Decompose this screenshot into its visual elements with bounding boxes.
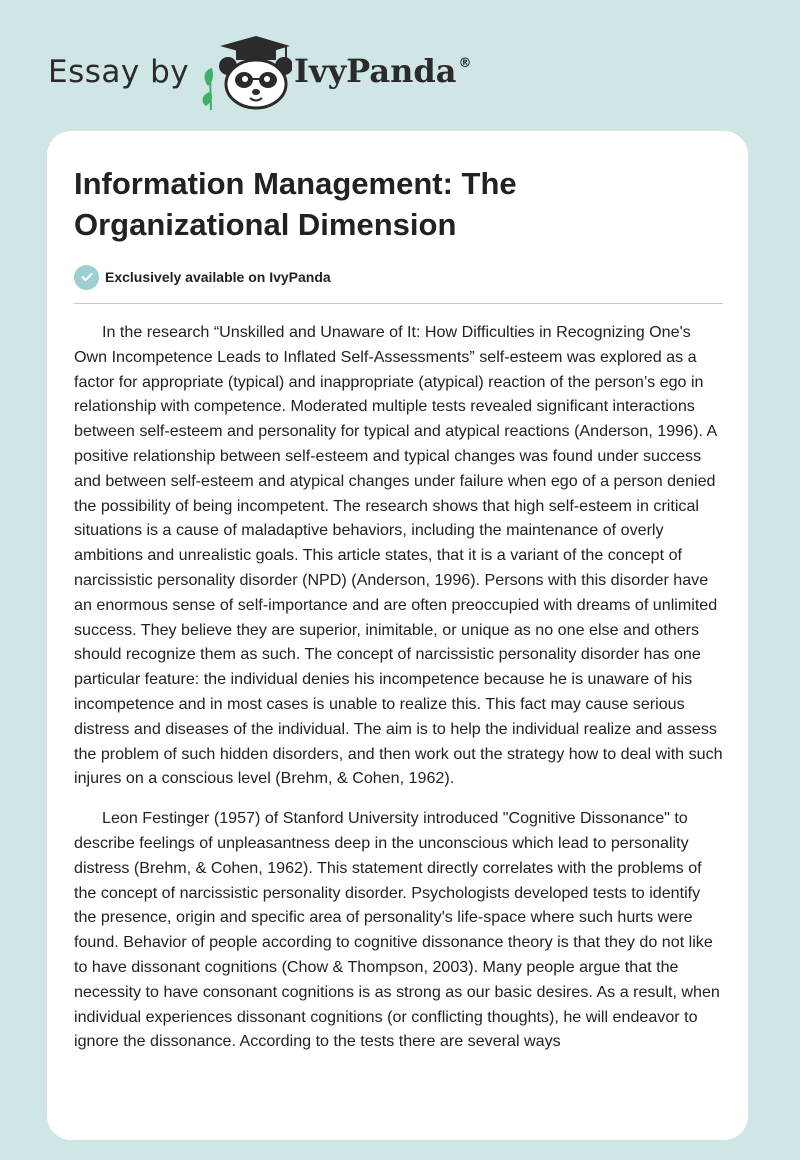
site-header <box>48 34 548 114</box>
registered-mark: ® <box>458 56 472 71</box>
check-circle-icon <box>74 265 99 290</box>
divider <box>74 303 723 304</box>
brand-name[interactable] <box>294 52 471 90</box>
paragraph: Leon Festinger (1957) of Stanford University introduced "Cognitive Dissonance" to describe feelings of unpleasantness deep in the unconscious which lead to personality distress (Brehm, & Cohen, 1962). This statement directly correlates with the problems of the concept of narcissistic personality disorder. Psychologists developed tests to identify the presence, origin and specific area of personality's life-space where such hurts were found. Behavior of people according to cognitive dissonance theory is that they do not like to have dissonant cognitions (Chow & Thompson, 2003). Many people argue that the necessity to have consonant cognitions is as strong as our basic desires. As a result, when individual experiences dissonant cognitions (or conflicting thoughts), he will endeavor to ignore the dissonance. According to the tests there are several ways <box>74 809 720 1051</box>
essay-card <box>47 131 748 1140</box>
brand-text: IvyPanda <box>294 52 457 90</box>
essay-title: Information Management: The Organizational Dimension <box>74 166 517 242</box>
panda-graduate-logo-icon[interactable] <box>200 34 292 110</box>
essay-body <box>74 320 724 1069</box>
paragraph: In the research “Unskilled and Unaware of It: How Difficulties in Recognizing One's Own Incompetence Leads to Inflated Self-Assessments” self-esteem was explored as a factor for appropriate (typical) and inappropriate (atypical) reaction of the person’s ego in relationship with competence. Moderated multiple tests revealed significant interactions between self-esteem and personality for typical and atypical reactions (Anderson, 1996). A positive relationship between self-esteem and typical changes was found under success and between self-esteem and atypical changes under failure when ego of a person denied the possibility of being incompetent. The research shows that high self-esteem in critical situations is a cause of maladaptive behaviors, including the maintenance of overly ambitions and unrealistic goals. This article states, that it is a variant of the concept of narcissistic personality disorder (NPD) (Anderson, 1996). Persons with this disorder have an enormous sense of self-importance and are often preoccupied with dreams of unlimited success. They believe they are superior, inimitable, or unique as no one else and others should recognize them as such. The concept of narcissistic personality disorder has one particular feature: the individual denies his incompetence because he is unaware of his incompetence and in most cases is unable to realize this. This fact may cause serious distress and diseases of the individual. The aim is to help the individual realize and assess the problem of such hidden disorders, and then work out the strategy how to deal with such injures on a conscious level (Brehm, & Cohen, 1962). <box>74 323 723 788</box>
exclusive-badge <box>74 264 331 290</box>
essay-by-label: Essay by <box>48 54 190 90</box>
exclusive-badge-text: Exclusively available on IvyPanda <box>105 269 331 285</box>
